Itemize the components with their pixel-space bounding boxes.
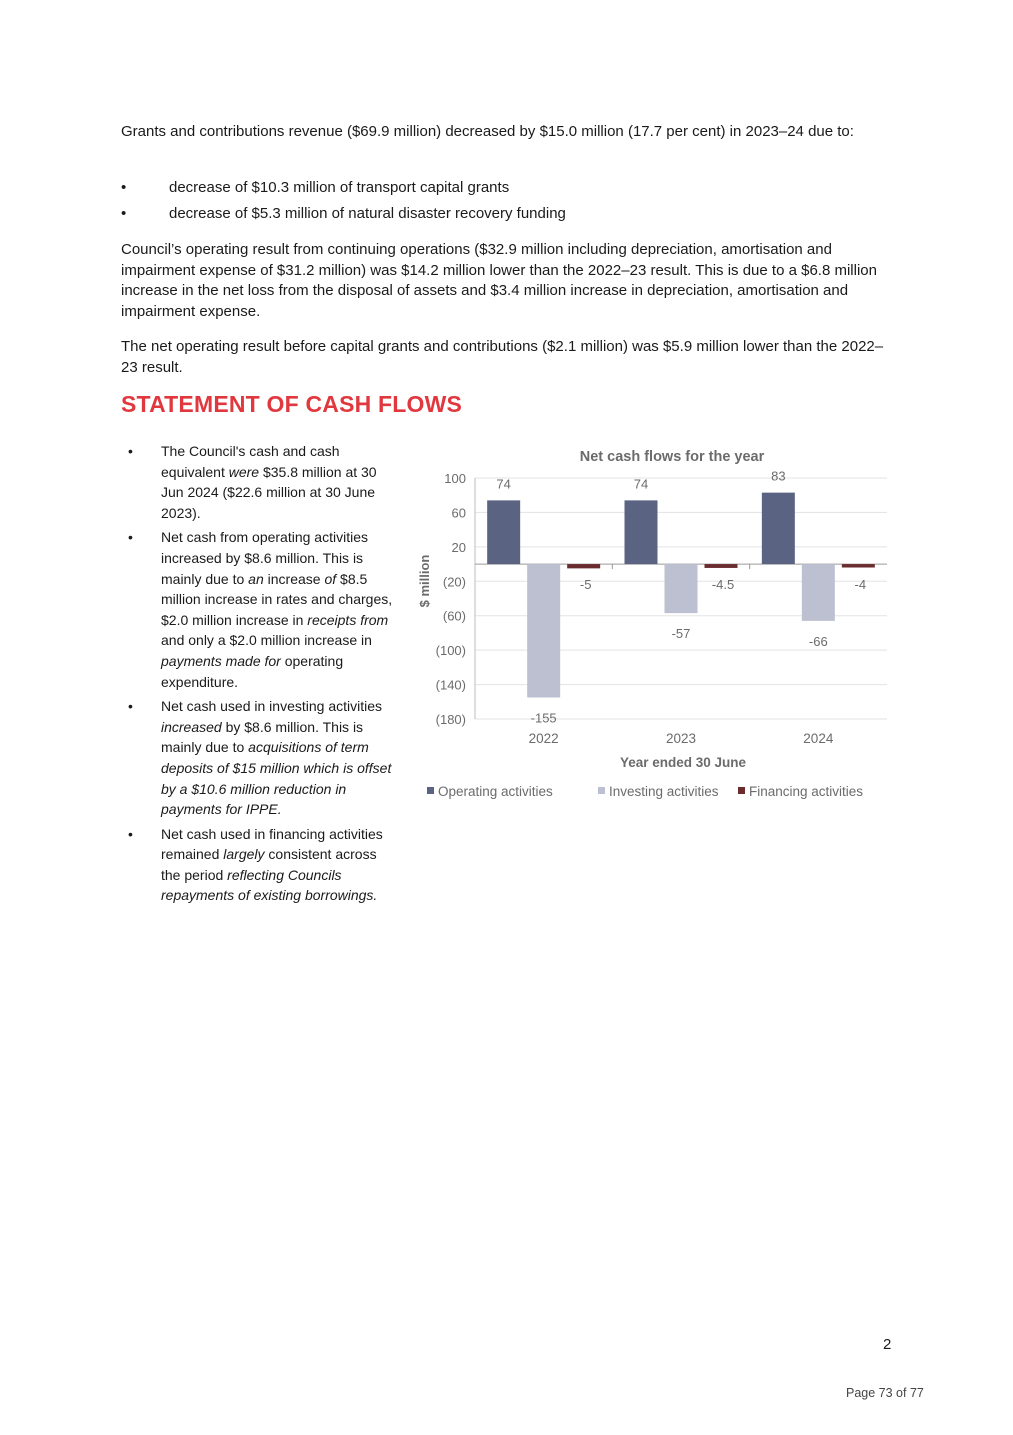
bullet-marker: • bbox=[121, 205, 127, 222]
data-label: -4.5 bbox=[711, 577, 735, 593]
y-tick-label: 20 bbox=[451, 539, 466, 555]
italic-text: of bbox=[324, 570, 337, 587]
list-item-text: decrease of $10.3 million of transport capital grants bbox=[169, 179, 510, 196]
legend-swatch bbox=[427, 787, 434, 794]
bar-investing-activities bbox=[527, 564, 560, 697]
bar-investing-activities bbox=[665, 564, 698, 613]
legend-label: Financing activities bbox=[749, 784, 864, 799]
page-number: 2 bbox=[883, 1336, 892, 1353]
data-label: -5 bbox=[579, 577, 592, 593]
bar-operating-activities bbox=[487, 500, 520, 564]
legend-label: Investing activities bbox=[609, 784, 719, 799]
x-tick-label: 2023 bbox=[665, 731, 697, 746]
x-tick-label: 2024 bbox=[803, 731, 834, 746]
text-run: increase bbox=[263, 570, 325, 587]
text-run: The Council's cash and cash equivalent bbox=[161, 443, 340, 480]
italic-text: were bbox=[228, 463, 260, 480]
legend-swatch bbox=[598, 787, 605, 794]
bar-financing-activities bbox=[842, 564, 875, 567]
y-tick-label: (20) bbox=[442, 574, 466, 590]
text-run: and only a $2.0 million increase in bbox=[161, 632, 372, 649]
x-axis-ticks bbox=[529, 731, 834, 746]
y-tick-label: (100) bbox=[435, 643, 466, 659]
text-run: by $8.6 million. This is mainly due to bbox=[161, 718, 364, 756]
y-axis-ticks bbox=[436, 471, 466, 727]
bar-financing-activities bbox=[705, 564, 738, 568]
y-tick-label: (60) bbox=[442, 608, 466, 624]
italic-text: increased bbox=[161, 718, 222, 735]
text-run: $35.8 million at 30 Jun 2024 ($22.6 million at 30 June 2023). bbox=[161, 463, 377, 521]
cash-flow-point bbox=[128, 441, 396, 523]
italic-text: reflecting Councils repayments of existing borrowings. bbox=[161, 866, 378, 904]
y-tick-label: (140) bbox=[435, 677, 466, 693]
data-label: -4 bbox=[854, 577, 867, 593]
data-label: -66 bbox=[808, 633, 828, 649]
italic-text: receipts from bbox=[307, 611, 389, 628]
bullet-marker: • bbox=[121, 179, 127, 196]
data-label: 83 bbox=[771, 468, 786, 484]
legend-swatch bbox=[738, 787, 745, 794]
data-label: 74 bbox=[496, 476, 511, 492]
chart-title: Net cash flows for the year bbox=[579, 449, 765, 465]
legend-label: Operating activities bbox=[438, 784, 553, 799]
chart-bars bbox=[487, 493, 875, 698]
text-run: $8.5 million increase in rates and charges, $2.0 million increase in bbox=[161, 570, 393, 628]
bar-investing-activities bbox=[802, 564, 835, 621]
intro-paragraph-net-operating-result: The net operating result before capital grants and contributions ($2.1 million) was $5.9 million lower than the 2022–23 result. bbox=[121, 338, 884, 376]
net-cash-flows-chart bbox=[405, 438, 895, 808]
data-label: 74 bbox=[633, 476, 649, 492]
y-tick-label: 100 bbox=[444, 471, 466, 486]
bullet-marker: • bbox=[128, 529, 133, 546]
text-run: Net cash from operating activities increased by $8.6 million. This is mainly due to bbox=[161, 529, 368, 587]
chart-legend bbox=[427, 784, 863, 799]
cash-flow-point bbox=[128, 527, 396, 692]
text-run: Net cash used in investing activities bbox=[161, 698, 382, 715]
data-label: -57 bbox=[671, 626, 691, 642]
text-run: Net cash used in financing activities remained bbox=[161, 825, 383, 863]
y-tick-label: (180) bbox=[435, 712, 466, 727]
bullet-marker: • bbox=[128, 698, 133, 715]
bar-operating-activities bbox=[625, 500, 658, 564]
italic-text: payments made for bbox=[161, 652, 281, 669]
italic-text: an bbox=[248, 570, 264, 587]
bullet-marker: • bbox=[128, 825, 133, 842]
italic-text: acquisitions of term deposits of $15 million which is offset by a $10.6 million reduction in payments for IPPE. bbox=[161, 739, 392, 818]
cash-flow-point bbox=[128, 696, 396, 820]
x-axis-label: Year ended 30 June bbox=[619, 755, 747, 770]
text-run: operating expenditure. bbox=[161, 652, 344, 690]
y-tick-label: 60 bbox=[451, 505, 466, 521]
data-label: -155 bbox=[530, 710, 557, 726]
cash-flow-bullet-list bbox=[128, 441, 396, 910]
x-tick-label: 2022 bbox=[528, 731, 559, 746]
intro-paragraph-operating-result: Council’s operating result from continuing operations ($32.9 million including depreciation, amortisation and impairment expense of $31.2 million) was $14.2 million lower than the 2022–23 result. This is due to a $6.8 million increase in the net loss from the disposal of assets and $3.4 million increase in depreciation, amortisation and impairment expense. bbox=[121, 241, 877, 320]
list-item-text: decrease of $5.3 million of natural disaster recovery funding bbox=[169, 205, 566, 222]
text-run: consistent across the period bbox=[161, 846, 377, 883]
cash-flow-point bbox=[128, 824, 396, 906]
page-footer: Page 73 of 77 bbox=[846, 1386, 924, 1400]
italic-text: largely bbox=[223, 846, 265, 863]
y-axis-label: $ million bbox=[417, 554, 432, 608]
bar-operating-activities bbox=[762, 493, 795, 564]
bar-financing-activities bbox=[567, 564, 600, 568]
bullet-marker: • bbox=[128, 443, 133, 459]
section-heading: STATEMENT OF CASH FLOWS bbox=[121, 391, 463, 417]
intro-paragraph-grants: Grants and contributions revenue ($69.9 million) decreased by $15.0 million (17.7 per cent) in 2023–24 due to: bbox=[121, 123, 854, 140]
